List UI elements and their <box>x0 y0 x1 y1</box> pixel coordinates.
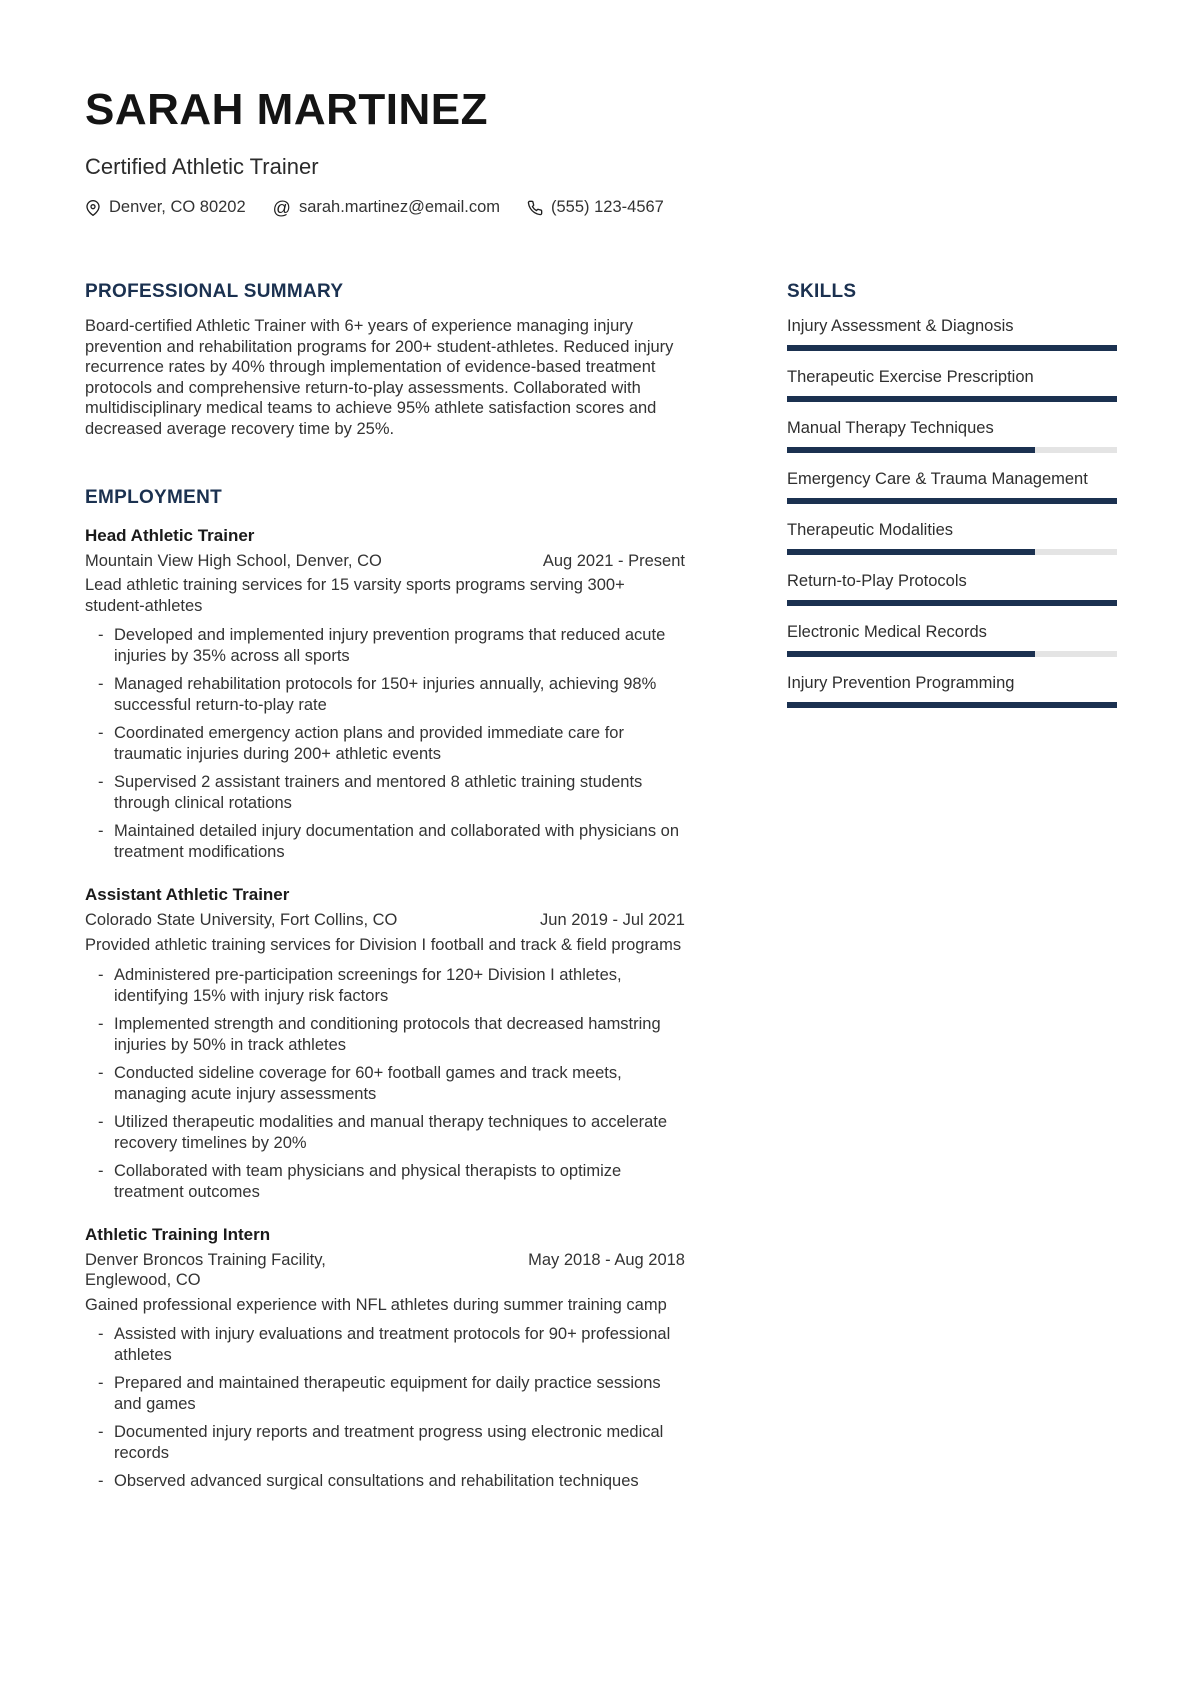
skill-bar-fill <box>787 600 1117 606</box>
skill-item <box>787 367 1117 402</box>
bullet-dash: - <box>98 1325 104 1344</box>
job-bullet <box>85 1161 685 1203</box>
bullet-dash: - <box>98 965 104 984</box>
skill-item <box>787 673 1117 708</box>
skill-bar-fill <box>787 651 1035 657</box>
bullet-dash: - <box>98 1063 104 1082</box>
bullet-dash: - <box>98 1423 104 1442</box>
skill-bar-fill <box>787 345 1117 351</box>
skill-bar-fill <box>787 498 1117 504</box>
skill-name: Injury Assessment & Diagnosis <box>787 317 1014 335</box>
bullet-dash: - <box>98 773 104 792</box>
job-bullet <box>85 1112 685 1154</box>
skill-bar-track <box>787 345 1117 351</box>
skill-bar-fill <box>787 447 1035 453</box>
bullet-dash: - <box>98 822 104 841</box>
person-name: SARAH MARTINEZ <box>85 85 488 134</box>
employment-section <box>85 487 685 1493</box>
job-meta-row <box>85 551 685 572</box>
skill-name: Therapeutic Exercise Prescription <box>787 368 1034 386</box>
resume-header <box>85 85 1117 218</box>
job-bullet <box>85 1373 685 1415</box>
employment-heading: EMPLOYMENT <box>85 486 223 508</box>
job-bullet <box>85 625 685 667</box>
phone-icon <box>527 200 543 216</box>
bullet-dash: - <box>98 1374 104 1393</box>
person-title: Certified Athletic Trainer <box>85 154 319 179</box>
contact-row <box>85 198 1117 217</box>
content-columns <box>85 281 1117 1499</box>
left-column <box>85 281 685 1499</box>
bullet-text: Maintained detailed injury documentation and collaborated with physicians on treatment modifications <box>114 822 680 862</box>
email-at-icon: @ <box>272 197 291 218</box>
job-company: Colorado State University, Fort Collins, CO <box>85 911 398 930</box>
job-entry <box>85 1224 685 1493</box>
job-title: Athletic Training Intern <box>85 1224 271 1244</box>
skill-item <box>787 571 1117 606</box>
contact-email <box>273 198 500 217</box>
bullet-text: Conducted sideline coverage for 60+ football games and track meets, managing acute injury assessments <box>114 1063 622 1103</box>
job-bullet <box>85 772 685 814</box>
skill-item <box>787 622 1117 657</box>
job-bullet <box>85 1063 685 1105</box>
bullet-text: Documented injury reports and treatment progress using electronic medical records <box>114 1423 664 1463</box>
skill-bar-fill <box>787 396 1117 402</box>
skill-bar-track <box>787 702 1117 708</box>
job-bullet-list <box>85 625 685 863</box>
job-bullet <box>85 1324 685 1366</box>
bullet-text: Supervised 2 assistant trainers and mentored 8 athletic training students through clinical rotations <box>114 773 643 813</box>
skill-name: Therapeutic Modalities <box>787 521 953 539</box>
bullet-dash: - <box>98 1472 104 1491</box>
bullet-text: Implemented strength and conditioning protocols that decreased hamstring injuries by 50% in track athletes <box>114 1014 661 1054</box>
job-bullet <box>85 1471 685 1492</box>
bullet-text: Developed and implemented injury prevention programs that reduced acute injuries by 35% across all sports <box>114 626 666 666</box>
contact-location-text: Denver, CO 80202 <box>109 198 246 216</box>
bullet-text: Managed rehabilitation protocols for 150+ injuries annually, achieving 98% successful return-to-play rate <box>114 675 657 715</box>
bullet-text: Coordinated emergency action plans and provided immediate care for traumatic injuries during 200+ athletic events <box>114 724 624 764</box>
job-meta-row <box>85 910 685 931</box>
bullet-dash: - <box>98 724 104 743</box>
skill-bar-fill <box>787 702 1117 708</box>
skill-name: Manual Therapy Techniques <box>787 419 994 437</box>
bullet-dash: - <box>98 1161 104 1180</box>
job-dates: May 2018 - Aug 2018 <box>528 1250 685 1269</box>
job-bullet <box>85 674 685 716</box>
bullet-dash: - <box>98 1112 104 1131</box>
skill-item <box>787 520 1117 555</box>
skill-name: Emergency Care & Trauma Management <box>787 470 1088 488</box>
skills-column <box>787 281 1117 1499</box>
location-pin-icon <box>85 200 101 216</box>
job-bullet <box>85 723 685 765</box>
job-description: Gained professional experience with NFL athletes during summer training camp <box>85 1295 667 1314</box>
job-dates: Jun 2019 - Jul 2021 <box>540 911 685 930</box>
job-bullet <box>85 1422 685 1464</box>
contact-email-text: sarah.martinez@email.com <box>298 198 501 216</box>
bullet-dash: - <box>98 626 104 645</box>
skill-bar-track <box>787 396 1117 402</box>
summary-heading: PROFESSIONAL SUMMARY <box>85 281 344 302</box>
summary-text: Board-certified Athletic Trainer with 6+ years of experience managing injury prevention and rehabilitation programs for 200+ student-athletes. Reduced injury recurrence rates by 40% through implementation of evidence-based treatment protocols and comprehensive return-to-play assessments. Collaborated with multidisciplinary medical teams to achieve 95% athlete satisfaction scores and decreased average recovery time by 25%. <box>85 317 674 438</box>
bullet-text: Collaborated with team physicians and physical therapists to optimize treatment outcomes <box>114 1161 622 1201</box>
skill-name: Electronic Medical Records <box>787 623 987 641</box>
skill-list <box>787 316 1117 708</box>
skill-bar-track <box>787 549 1117 555</box>
contact-phone-text: (555) 123-4567 <box>551 198 664 216</box>
skill-bar-track <box>787 600 1117 606</box>
bullet-text: Utilized therapeutic modalities and manual therapy techniques to accelerate recovery timelines by 20% <box>114 1112 668 1152</box>
job-bullet <box>85 821 685 863</box>
job-meta-row <box>85 1250 685 1291</box>
bullet-text: Observed advanced surgical consultations and rehabilitation techniques <box>114 1472 639 1491</box>
job-title: Assistant Athletic Trainer <box>85 885 290 905</box>
contact-location <box>85 198 246 217</box>
job-list <box>85 525 685 1493</box>
skill-bar-track <box>787 498 1117 504</box>
skill-bar-track <box>787 651 1117 657</box>
contact-phone <box>527 198 664 217</box>
skill-bar-track <box>787 447 1117 453</box>
bullet-text: Prepared and maintained therapeutic equipment for daily practice sessions and games <box>114 1374 661 1414</box>
bullet-dash: - <box>98 1014 104 1033</box>
skill-item <box>787 316 1117 351</box>
job-bullet <box>85 1014 685 1056</box>
skills-heading: SKILLS <box>787 281 857 302</box>
job-bullet-list <box>85 1324 685 1492</box>
job-company: Mountain View High School, Denver, CO <box>85 551 382 570</box>
job-company: Denver Broncos Training Facility, Englewood, CO <box>85 1250 326 1290</box>
skill-name: Injury Prevention Programming <box>787 674 1015 692</box>
job-description: Lead athletic training services for 15 varsity sports programs serving 300+ student-athletes <box>85 576 625 615</box>
job-bullet-list <box>85 965 685 1203</box>
job-entry <box>85 525 685 864</box>
job-title: Head Athletic Trainer <box>85 525 255 545</box>
job-dates: Aug 2021 - Present <box>542 551 685 570</box>
skill-bar-fill <box>787 549 1035 555</box>
job-entry <box>85 884 685 1202</box>
skill-item <box>787 418 1117 453</box>
job-description: Provided athletic training services for Division I football and track & field programs <box>85 935 682 954</box>
skill-item <box>787 469 1117 504</box>
summary-section <box>85 281 685 440</box>
skill-name: Return-to-Play Protocols <box>787 572 967 590</box>
job-bullet <box>85 965 685 1007</box>
bullet-dash: - <box>98 675 104 694</box>
bullet-text: Administered pre-participation screenings for 120+ Division I athletes, identifying 15% with injury risk factors <box>114 965 622 1005</box>
bullet-text: Assisted with injury evaluations and treatment protocols for 90+ professional athletes <box>114 1325 671 1365</box>
